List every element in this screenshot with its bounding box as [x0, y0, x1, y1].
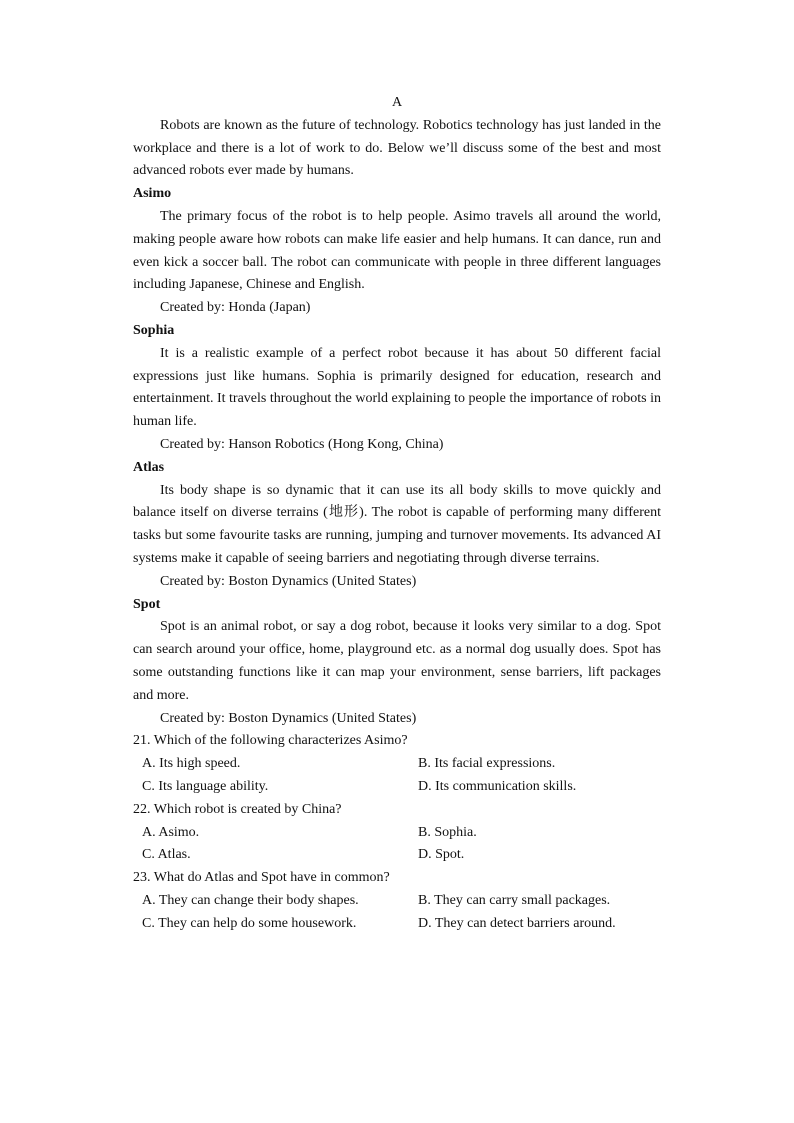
question-options: [133, 890, 661, 936]
question-stem: 21. Which of the following characterizes Asimo?: [133, 733, 408, 749]
question-22: [133, 799, 661, 867]
option-d[interactable]: D. Spot.: [418, 847, 465, 863]
question-options: [133, 753, 661, 799]
option-c[interactable]: C. Its language ability.: [142, 778, 269, 794]
option-c[interactable]: C. They can help do some housework.: [142, 915, 357, 931]
section-body: The primary focus of the robot is to help people. Asimo travels all around the world, making people aware how robots can make life easier and help humans. It can dance, run and even kick a soccer ball. The robot can communicate with people in three different languages including Japanese, Chinese and English.: [133, 208, 661, 293]
section-heading: Spot: [133, 596, 161, 612]
section-asimo: [133, 183, 661, 320]
section-body: It is a realistic example of a perfect robot because it has about 50 different facial expressions just like humans. Sophia is primarily designed for education, research and entertainment. It travels throughout the world explaining to people the importance of robots in human life.: [133, 345, 661, 430]
section-spot: [133, 594, 661, 731]
question-21: [133, 730, 661, 798]
section-body: Its body shape is so dynamic that it can use its all body skills to move quickly and balance itself on diverse terrains (地形). The robot is capable of performing many different tasks but some favourite tasks are running, jumping and turnover movements. Its advanced AI systems make it capable of seeing barriers and negotiating through diverse terrains.: [133, 482, 661, 566]
option-b[interactable]: B. Sophia.: [418, 824, 477, 840]
option-c[interactable]: C. Atlas.: [142, 847, 191, 863]
section-creator: Created by: Honda (Japan): [160, 300, 311, 316]
section-heading: Sophia: [133, 322, 175, 338]
question-options: [133, 822, 661, 868]
section-heading: Asimo: [133, 186, 172, 202]
option-d[interactable]: D. Its communication skills.: [418, 778, 577, 794]
section-atlas: [133, 457, 661, 594]
section-heading: Atlas: [133, 459, 165, 475]
document-page: [133, 92, 661, 935]
section-creator: Created by: Boston Dynamics (United States): [160, 710, 417, 726]
option-a[interactable]: A. They can change their body shapes.: [142, 892, 359, 908]
option-b[interactable]: B. Its facial expressions.: [418, 756, 556, 772]
section-sophia: [133, 320, 661, 457]
option-d[interactable]: D. They can detect barriers around.: [418, 915, 616, 931]
option-a[interactable]: A. Asimo.: [142, 824, 200, 840]
section-creator: Created by: Boston Dynamics (United States): [160, 573, 417, 589]
section-body: Spot is an animal robot, or say a dog robot, because it looks very similar to a dog. Spot can search around your office, home, playground etc. as a normal dog usually does. Spot has some outstanding functions like it can map your environment, sense barriers, lift packages and more.: [133, 619, 661, 703]
question-stem: 23. What do Atlas and Spot have in common?: [133, 870, 390, 886]
intro-paragraph: Robots are known as the future of technology. Robotics technology has just landed in the workplace and there is a lot of work to do. Below we’ll discuss some of the best and most advanced robots ever made by humans.: [133, 117, 661, 179]
section-creator: Created by: Hanson Robotics (Hong Kong, China): [160, 436, 444, 452]
option-a[interactable]: A. Its high speed.: [142, 756, 241, 772]
question-23: [133, 867, 661, 935]
option-b[interactable]: B. They can carry small packages.: [418, 892, 611, 908]
passage-label: A: [391, 95, 403, 110]
question-stem: 22. Which robot is created by China?: [133, 801, 342, 817]
